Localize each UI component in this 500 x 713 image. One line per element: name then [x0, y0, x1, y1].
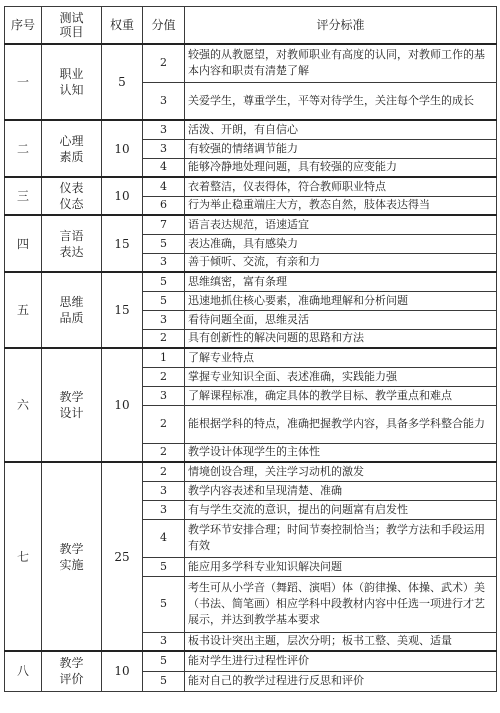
table-row [5, 272, 497, 291]
score-cell: 5 [143, 272, 185, 291]
group-item: 教学 实施 [42, 462, 102, 651]
score-cell: 3 [143, 82, 185, 120]
group-weight: 15 [102, 215, 143, 272]
score-cell: 6 [143, 196, 185, 215]
table-row [5, 177, 497, 196]
header-criteria: 评分标准 [185, 7, 497, 45]
criterion-cell: 能应用多学科专业知识解决问题 [185, 557, 497, 576]
group-weight: 10 [102, 651, 143, 691]
score-cell: 2 [143, 462, 185, 481]
criterion-cell: 板书设计突出主题，层次分明；板书工整、美观、适量 [185, 632, 497, 651]
table-row [5, 44, 497, 82]
criterion-cell: 关爱学生，尊重学生，平等对待学生，关注每个学生的成长 [185, 82, 497, 120]
score-cell: 5 [143, 651, 185, 671]
criterion-cell: 能对自己的教学过程进行反思和评价 [185, 671, 497, 691]
criterion-cell: 能够冷静地处理问题，具有较强的应变能力 [185, 158, 497, 177]
score-cell: 5 [143, 291, 185, 310]
score-cell: 5 [143, 671, 185, 691]
score-cell: 5 [143, 234, 185, 253]
score-cell: 3 [143, 139, 185, 158]
score-cell: 4 [143, 519, 185, 557]
header-score: 分值 [143, 7, 185, 45]
criterion-cell: 情境创设合理，关注学习动机的激发 [185, 462, 497, 481]
group-weight: 25 [102, 462, 143, 651]
criterion-cell: 善于倾听、交流，有亲和力 [185, 253, 497, 272]
score-cell: 5 [143, 557, 185, 576]
score-cell: 2 [143, 44, 185, 82]
score-cell: 4 [143, 158, 185, 177]
criterion-cell: 教学内容表述和呈现清楚、准确 [185, 481, 497, 500]
score-cell: 3 [143, 120, 185, 139]
criterion-cell: 教学设计体现学生的主体性 [185, 443, 497, 462]
criterion-cell: 有与学生交流的意识，提出的问题富有启发性 [185, 500, 497, 519]
score-cell: 2 [143, 329, 185, 348]
criterion-cell: 掌握专业知识全面、表述准确，实践能力强 [185, 367, 497, 386]
group-weight: 15 [102, 272, 143, 348]
score-cell: 3 [143, 253, 185, 272]
header-number: 序号 [5, 7, 42, 45]
criterion-cell: 活泼、开朗，有自信心 [185, 120, 497, 139]
header-row [5, 7, 497, 45]
table-row [5, 651, 497, 671]
criterion-cell: 能根据学科的特点，准确把握教学内容，具备多学科整合能力 [185, 405, 497, 443]
table-row [5, 215, 497, 234]
criterion-cell: 思维缜密，富有条理 [185, 272, 497, 291]
criterion-cell: 看待问题全面，思维灵活 [185, 310, 497, 329]
group-number: 五 [5, 272, 42, 348]
header-item: 测试 项目 [42, 7, 102, 45]
group-number: 一 [5, 44, 42, 120]
score-cell: 5 [143, 576, 185, 632]
score-cell: 2 [143, 367, 185, 386]
criterion-cell: 能对学生进行过程性评价 [185, 651, 497, 671]
group-number: 二 [5, 120, 42, 177]
table-row [5, 348, 497, 367]
header-weight: 权重 [102, 7, 143, 45]
score-cell: 2 [143, 443, 185, 462]
group-weight: 5 [102, 44, 143, 120]
criterion-cell: 了解课程标准，确定具体的教学目标、教学重点和难点 [185, 386, 497, 405]
score-cell: 7 [143, 215, 185, 234]
group-number: 六 [5, 348, 42, 462]
criterion-cell: 较强的从教愿望，对教师职业有高度的认同，对教师工作的基本内容和职责有清楚了解 [185, 44, 497, 82]
group-item: 教学 评价 [42, 651, 102, 691]
group-item: 心理 素质 [42, 120, 102, 177]
criterion-cell: 衣着整洁，仪表得体，符合教师职业特点 [185, 177, 497, 196]
group-number: 八 [5, 651, 42, 691]
table-row [5, 462, 497, 481]
group-item: 教学 设计 [42, 348, 102, 462]
criterion-cell: 教学环节安排合理；时间节奏控制恰当；教学方法和手段运用有效 [185, 519, 497, 557]
criterion-cell: 考生可从小学音（舞蹈、演唱）体（韵律操、体操、武术）美（书法、简笔画）相应学科中段教材内容中任选一项进行才艺展示，并达到教学基本要求 [185, 576, 497, 632]
group-number: 三 [5, 177, 42, 215]
criterion-cell: 语言表达规范，语速适宜 [185, 215, 497, 234]
group-item: 思维 品质 [42, 272, 102, 348]
group-item: 仪表 仪态 [42, 177, 102, 215]
group-weight: 10 [102, 120, 143, 177]
table-body [5, 44, 497, 691]
scoring-table [4, 6, 497, 692]
score-cell: 1 [143, 348, 185, 367]
score-cell: 3 [143, 481, 185, 500]
group-weight: 10 [102, 177, 143, 215]
score-cell: 2 [143, 405, 185, 443]
score-cell: 3 [143, 386, 185, 405]
scoring-table-container [4, 6, 496, 692]
criterion-cell: 有较强的情绪调节能力 [185, 139, 497, 158]
group-number: 七 [5, 462, 42, 651]
group-weight: 10 [102, 348, 143, 462]
criterion-cell: 具有创新性的解决问题的思路和方法 [185, 329, 497, 348]
score-cell: 3 [143, 632, 185, 651]
group-number: 四 [5, 215, 42, 272]
criterion-cell: 迅速地抓住核心要素，准确地理解和分析问题 [185, 291, 497, 310]
group-item: 言语 表达 [42, 215, 102, 272]
score-cell: 3 [143, 500, 185, 519]
score-cell: 3 [143, 310, 185, 329]
criterion-cell: 表达准确，具有感染力 [185, 234, 497, 253]
criterion-cell: 行为举止稳重端庄大方，教态自然，肢体表达得当 [185, 196, 497, 215]
group-item: 职业 认知 [42, 44, 102, 120]
table-row [5, 120, 497, 139]
criterion-cell: 了解专业特点 [185, 348, 497, 367]
score-cell: 4 [143, 177, 185, 196]
